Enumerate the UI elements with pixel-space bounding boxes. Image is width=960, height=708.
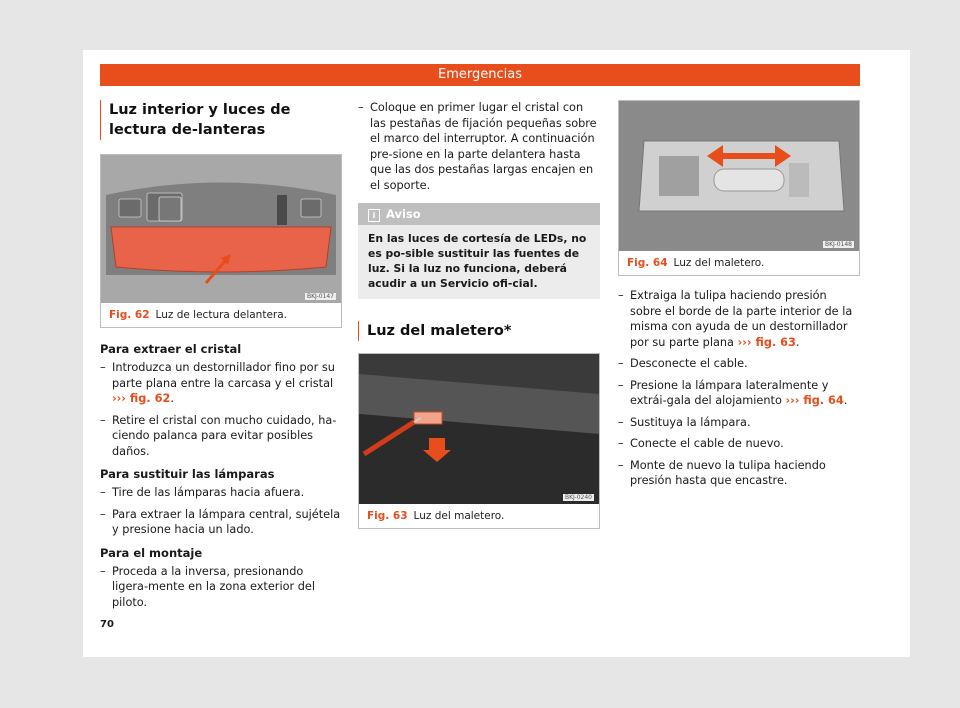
list-item: – Para extraer la lámpara central, sujétela y presione hacia un lado. [100,507,342,538]
remove-glass-heading: Para extraer el cristal [100,342,242,356]
figure-64 [618,100,860,276]
section-title-interior-light: Luz interior y luces de lectura de-lanteras [100,100,329,140]
list-item: – Proceda a la inversa, presionando ligera-mente en la zona exterior del piloto. [100,564,342,611]
figure-63-label: Fig. 63 [367,510,408,522]
list-item-tail: . [170,392,174,405]
list-item-text: Introduzca un destornillador fino por su parte plana entre la carcasa y el cristal [112,361,335,390]
interior-light-illustration [101,155,341,303]
left-column [100,100,342,616]
trunk-steps [618,288,860,489]
figure-62-image [101,155,341,303]
figure-64-link[interactable]: ››› fig. 64 [785,394,844,407]
list-item-text: Retire el cristal con mucho cuidado, ha-ciendo palanca para evitar posibles daños. [112,413,337,458]
list-item: – Tire de las lámparas hacia afuera. [100,485,342,501]
trunk-lamp-illustration [619,101,859,251]
assembly-heading: Para el montaje [100,545,203,560]
figure-62-label: Fig. 62 [109,309,150,321]
list-item: – Desconecte el cable. [618,356,860,372]
list-item-text: Presione la lámpara lateralmente y extrái-gala del alojamiento [630,378,829,407]
figure-63-caption-text: Luz del maletero. [413,510,505,522]
list-item: – Monte de nuevo la tulipa haciendo presión hasta que encastre. [618,458,860,489]
replace-lamps-heading: Para sustituir las lámparas [100,467,275,481]
figure-62-code: BKJ-0147 [306,293,334,300]
note-title: Aviso [386,207,421,221]
list-item-tail: . [843,394,848,407]
page-number: 70 [100,619,114,630]
middle-column [358,100,600,529]
list-item [618,288,860,350]
figure-62-link[interactable]: ››› fig. 62 [112,392,171,405]
figure-64-image [619,101,859,251]
figure-63-image [359,354,599,504]
figure-62 [100,154,342,328]
figure-64-code: BKJ-0148 [824,241,852,248]
list-item [100,360,342,407]
figure-62-caption [101,303,341,327]
list-item [100,413,342,460]
note-box [358,203,600,299]
info-icon: i [368,209,380,222]
figure-64-caption [619,251,859,275]
figure-63-link[interactable]: ››› fig. 63 [737,335,796,349]
list-item-text: Extraiga la tulipa haciendo presión sobre el borde de la parte interior de la misma con ayuda de un destornillador por su parte plana [630,289,853,349]
right-column [618,100,860,495]
list-item-tail: . [795,335,800,349]
figure-62-caption-text: Luz de lectura delantera. [155,309,287,321]
note-body: En las luces de cortesía de LEDs, no es po-sible sustituir las fuentes de luz. Si la luz no funciona, deberá acudir a un Servicio ofi-cial. [368,232,587,290]
list-item: – Sustituya la lámpara. [618,415,860,431]
figure-63-code: BKJ-0240 [564,494,592,501]
remove-glass-group [100,342,342,459]
section-title-trunk-light: Luz del maletero* [358,321,600,341]
figure-64-label: Fig. 64 [627,257,668,269]
replace-lamps-group [100,467,342,538]
list-item: – Conecte el cable de nuevo. [618,436,860,452]
assembly-group [100,546,342,611]
note-header [358,203,600,225]
figure-63-caption [359,504,599,528]
list-item: – Coloque en primer lugar el cristal con las pestañas de fijación pequeñas sobre el marco del interruptor. A continuación pre-sione en la parte delantera hasta que las dos pestañas largas encajen en el soporte. [358,100,600,193]
figure-63 [358,353,600,529]
list-item [618,378,860,409]
trunk-light-illustration [359,354,599,504]
figure-64-caption-text: Luz del maletero. [673,257,765,269]
chapter-header: Emergencias [100,64,860,86]
